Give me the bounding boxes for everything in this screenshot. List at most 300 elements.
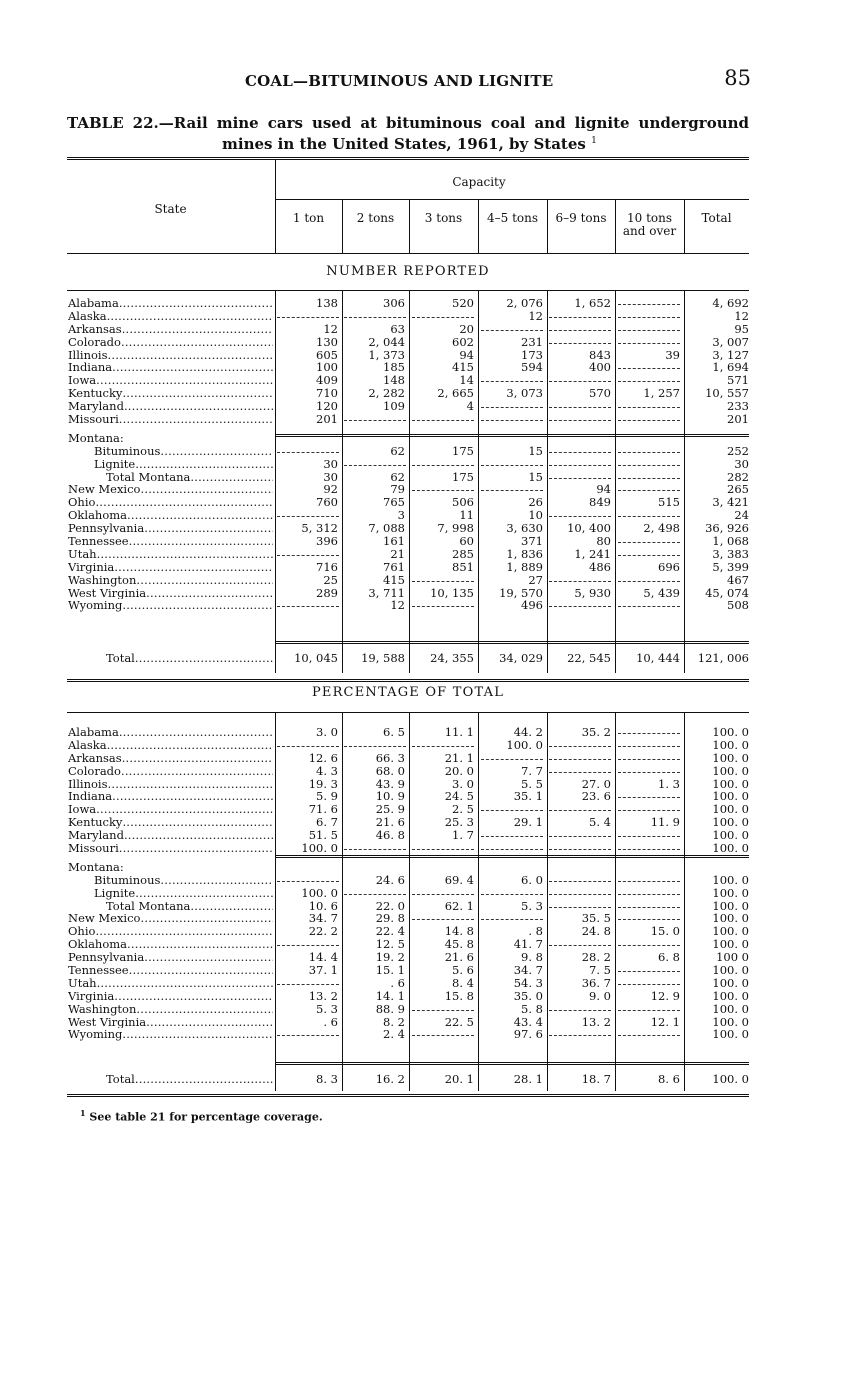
table-cell: 265 bbox=[727, 482, 749, 497]
total-value: 18. 7 bbox=[581, 1072, 611, 1086]
empty-cell-leader bbox=[618, 887, 680, 895]
state-label: Total Montana ..... bbox=[68, 900, 273, 913]
page-number: 85 bbox=[724, 66, 751, 90]
state-label: Lignite ..... bbox=[68, 887, 273, 900]
table-cell bbox=[617, 471, 680, 484]
table-cell: 10. 6 bbox=[308, 898, 338, 913]
table-cell bbox=[277, 739, 338, 752]
empty-cell-leader bbox=[481, 458, 543, 466]
table-cell: 100. 0 bbox=[712, 789, 749, 804]
table-cell: 761 bbox=[383, 559, 405, 574]
table-cell: 15. 0 bbox=[650, 924, 680, 939]
empty-cell-leader bbox=[412, 574, 474, 582]
total-value: 8. 6 bbox=[658, 1072, 680, 1086]
state-label: Total Montana ..... bbox=[68, 471, 273, 484]
table-cell: 100. 0 bbox=[506, 737, 543, 752]
table-cell: 594 bbox=[521, 360, 543, 375]
empty-cell-leader bbox=[549, 829, 611, 837]
table-cell: 173 bbox=[521, 347, 543, 362]
table-cell: 5. 3 bbox=[521, 898, 543, 913]
table-cell: 1, 257 bbox=[643, 386, 680, 401]
total-value: 10, 045 bbox=[294, 651, 338, 665]
footnote bbox=[80, 1108, 323, 1124]
empty-cell-leader bbox=[277, 739, 339, 747]
table-cell: 400 bbox=[589, 360, 611, 375]
table-cell: 710 bbox=[316, 386, 338, 401]
table-cell bbox=[480, 842, 543, 855]
empty-cell-leader bbox=[618, 413, 680, 421]
value-column-1-3 bbox=[480, 726, 543, 1041]
table-cell: 9. 8 bbox=[521, 950, 543, 965]
table-cell bbox=[617, 842, 680, 855]
table-cell bbox=[617, 548, 680, 561]
table-cell: 201 bbox=[727, 412, 749, 427]
table-cell: 22. 4 bbox=[375, 924, 405, 939]
header-capacity: Capacity bbox=[452, 175, 506, 189]
empty-cell-leader bbox=[549, 739, 611, 747]
table-cell: 12. 6 bbox=[308, 750, 338, 765]
empty-cell-leader bbox=[618, 752, 680, 760]
table-cell: 5, 439 bbox=[643, 585, 680, 600]
table-cell: 3, 421 bbox=[712, 495, 749, 510]
empty-cell-leader bbox=[618, 458, 680, 466]
table-cell: 10 bbox=[528, 508, 543, 523]
table-cell: 100. 0 bbox=[712, 1001, 749, 1016]
table-cell bbox=[549, 1003, 611, 1016]
table-cell: 14. 1 bbox=[375, 988, 405, 1003]
table-cell: 24. 6 bbox=[375, 872, 405, 887]
empty-cell-leader bbox=[412, 483, 474, 491]
table-cell: 12. 1 bbox=[650, 1014, 680, 1029]
table-cell: 100. 0 bbox=[712, 963, 749, 978]
table-cell bbox=[549, 458, 611, 471]
table-cell: 570 bbox=[589, 386, 611, 401]
state-label: Missouri ..... bbox=[68, 842, 273, 855]
total-value: 34, 029 bbox=[499, 651, 543, 665]
table-cell bbox=[549, 310, 611, 323]
empty-cell-leader bbox=[481, 803, 543, 811]
col-separator-2-6 bbox=[684, 712, 685, 1091]
table-cell: 3, 711 bbox=[368, 585, 405, 600]
table-cell: 10, 135 bbox=[430, 585, 474, 600]
table-cell bbox=[277, 599, 338, 612]
table-cell: 29. 1 bbox=[513, 815, 543, 830]
table-cell bbox=[344, 458, 405, 471]
table-cell: 1, 068 bbox=[712, 534, 749, 549]
col-separator-2-4 bbox=[547, 712, 548, 1091]
table-cell: 92 bbox=[323, 482, 338, 497]
table-cell: 100. 0 bbox=[712, 737, 749, 752]
empty-cell-leader bbox=[412, 310, 474, 318]
total-cell-1-6 bbox=[686, 1073, 749, 1086]
table-cell: 100 0 bbox=[716, 950, 749, 965]
table-cell: 13. 2 bbox=[581, 1014, 611, 1029]
state-label: Ohio ..... bbox=[68, 496, 273, 509]
empty-cell-leader bbox=[412, 887, 474, 895]
empty-cell-leader bbox=[618, 726, 680, 734]
table-cell bbox=[617, 336, 680, 349]
col-separator-1-2 bbox=[409, 290, 410, 673]
table-cell: 68. 0 bbox=[375, 763, 405, 778]
col-separator-0-6 bbox=[684, 199, 685, 253]
table-cell: 23. 6 bbox=[581, 789, 611, 804]
table-cell: 5. 5 bbox=[521, 776, 543, 791]
empty-cell-leader bbox=[549, 599, 611, 607]
col-separator-0-1 bbox=[342, 199, 343, 253]
table-cell: 2. 5 bbox=[452, 802, 474, 817]
state-label: Virginia ..... bbox=[68, 990, 273, 1003]
table-cell: 94 bbox=[459, 347, 474, 362]
total-cell-0-4 bbox=[549, 652, 611, 665]
state-label: Utah ..... bbox=[68, 977, 273, 990]
state-label: New Mexico ..... bbox=[68, 483, 273, 496]
table-cell: 5, 312 bbox=[301, 521, 338, 536]
table-cell: 371 bbox=[521, 534, 543, 549]
state-label: Washington ..... bbox=[68, 1003, 273, 1016]
table-cell bbox=[686, 432, 749, 445]
empty-cell-leader bbox=[549, 765, 611, 773]
table-cell: 571 bbox=[727, 373, 749, 388]
total-label-1 bbox=[68, 1073, 273, 1086]
table-cell bbox=[617, 977, 680, 990]
empty-cell-leader bbox=[481, 829, 543, 837]
col-separator-1-1 bbox=[342, 290, 343, 673]
table-cell: 282 bbox=[727, 469, 749, 484]
table-cell bbox=[617, 790, 680, 803]
table-cell: 233 bbox=[727, 399, 749, 414]
table-cell bbox=[411, 413, 474, 426]
table-cell: 62. 1 bbox=[444, 898, 474, 913]
table-cell: 19, 570 bbox=[499, 585, 543, 600]
empty-cell-leader bbox=[618, 599, 680, 607]
table-cell: 35. 0 bbox=[513, 988, 543, 1003]
total-cell-1-1 bbox=[344, 1073, 405, 1086]
table-cell: 27 bbox=[528, 572, 543, 587]
table-cell: 12 bbox=[734, 308, 749, 323]
table-cell: 12 bbox=[390, 598, 405, 613]
table-cell: 100. 0 bbox=[301, 885, 338, 900]
table-cell bbox=[617, 310, 680, 323]
table-cell: 7, 088 bbox=[368, 521, 405, 536]
table-cell: 100. 0 bbox=[712, 885, 749, 900]
state-label: Washington ..... bbox=[68, 574, 273, 587]
col-separator-1-4 bbox=[547, 290, 548, 673]
table-cell bbox=[277, 861, 338, 874]
table-cell: 100. 0 bbox=[712, 815, 749, 830]
table-cell bbox=[480, 458, 543, 471]
table-cell bbox=[617, 361, 680, 374]
col-separator-1-0 bbox=[275, 290, 276, 673]
state-label: Wyoming ..... bbox=[68, 1028, 273, 1041]
header-col-3: 4–5 tons bbox=[486, 211, 539, 225]
table-cell: 3, 127 bbox=[712, 347, 749, 362]
state-label: Iowa ..... bbox=[68, 803, 273, 816]
empty-cell-leader bbox=[277, 938, 339, 946]
group-rule-1-0 bbox=[275, 641, 749, 644]
state-label: Bituminous ..... bbox=[68, 445, 273, 458]
empty-cell-leader bbox=[549, 1028, 611, 1036]
table-cell: 63 bbox=[390, 321, 405, 336]
bottom-rule bbox=[67, 1094, 749, 1097]
empty-cell-leader bbox=[549, 874, 611, 882]
total-value: 10, 444 bbox=[636, 651, 680, 665]
table-cell bbox=[549, 445, 611, 458]
header-col-5: 10 tons and over bbox=[622, 211, 677, 238]
top-rule bbox=[67, 157, 749, 160]
table-cell: 37. 1 bbox=[308, 963, 338, 978]
table-cell: 26 bbox=[528, 495, 543, 510]
table-cell: 35. 1 bbox=[513, 789, 543, 804]
empty-cell-leader bbox=[481, 912, 543, 920]
empty-cell-leader bbox=[277, 310, 339, 318]
table-cell: 130 bbox=[316, 334, 338, 349]
table-cell bbox=[411, 1003, 474, 1016]
state-column-1 bbox=[68, 726, 273, 1041]
table-cell: 4. 3 bbox=[316, 763, 338, 778]
table-cell: 88. 9 bbox=[375, 1001, 405, 1016]
table-cell: 289 bbox=[316, 585, 338, 600]
section-divider-rule bbox=[67, 679, 749, 682]
table-cell: 6. 5 bbox=[383, 725, 405, 739]
table-cell bbox=[549, 861, 611, 874]
table-cell bbox=[617, 323, 680, 336]
empty-cell-leader bbox=[344, 842, 406, 850]
table-cell: 36, 926 bbox=[705, 521, 749, 536]
table-cell: 4 bbox=[466, 399, 474, 414]
state-label: Pennsylvania ..... bbox=[68, 951, 273, 964]
table-cell bbox=[549, 874, 611, 887]
empty-cell-leader bbox=[549, 509, 611, 517]
state-label: Alaska ..... bbox=[68, 310, 273, 323]
state-label: Tennessee ..... bbox=[68, 964, 273, 977]
table-cell: 306 bbox=[383, 296, 405, 310]
table-cell bbox=[549, 574, 611, 587]
table-cell: 20 bbox=[459, 321, 474, 336]
table-cell: 100. 0 bbox=[712, 988, 749, 1003]
table-cell bbox=[411, 842, 474, 855]
table-cell bbox=[617, 432, 680, 445]
table-cell: 100. 0 bbox=[712, 924, 749, 939]
table-cell: 100. 0 bbox=[712, 937, 749, 952]
table-cell: 100. 0 bbox=[712, 841, 749, 856]
table-cell: 30 bbox=[323, 456, 338, 471]
table-cell bbox=[549, 1028, 611, 1041]
empty-cell-leader bbox=[618, 803, 680, 811]
col-separator-2-0 bbox=[275, 712, 276, 1091]
table-cell bbox=[411, 599, 474, 612]
table-cell: . 6 bbox=[323, 1014, 338, 1029]
table-cell: 22. 5 bbox=[444, 1014, 474, 1029]
total-cell-0-3 bbox=[480, 652, 543, 665]
table-cell: 161 bbox=[383, 534, 405, 549]
table-cell: 35. 5 bbox=[581, 911, 611, 926]
table-cell bbox=[617, 458, 680, 471]
total-value: 100. 0 bbox=[712, 1072, 749, 1086]
section-1-rule bbox=[67, 290, 749, 291]
table-cell bbox=[617, 765, 680, 778]
table-cell: 19. 3 bbox=[308, 776, 338, 791]
table-cell bbox=[277, 548, 338, 561]
table-cell bbox=[617, 887, 680, 900]
empty-cell-leader bbox=[549, 752, 611, 760]
table-cell bbox=[277, 432, 338, 445]
table-cell: 66. 3 bbox=[375, 750, 405, 765]
col-separator-2-1 bbox=[342, 712, 343, 1091]
table-cell bbox=[617, 829, 680, 842]
table-cell: 1, 694 bbox=[712, 360, 749, 375]
table-cell bbox=[549, 829, 611, 842]
empty-cell-leader bbox=[344, 310, 406, 318]
empty-cell-leader bbox=[344, 887, 406, 895]
table-cell: 175 bbox=[452, 469, 474, 484]
col-separator-0-2 bbox=[409, 199, 410, 253]
table-cell: 396 bbox=[316, 534, 338, 549]
total-cell-0-5 bbox=[617, 652, 680, 665]
table-cell bbox=[344, 310, 405, 323]
footnote-marker: 1 bbox=[80, 1108, 86, 1118]
table-cell: 148 bbox=[383, 373, 405, 388]
table-cell: 29. 8 bbox=[375, 911, 405, 926]
table-cell: 24 bbox=[734, 508, 749, 523]
state-label: Indiana ..... bbox=[68, 361, 273, 374]
total-value: 20. 1 bbox=[444, 1072, 474, 1086]
table-cell: 231 bbox=[521, 334, 543, 349]
col-separator-1-5 bbox=[615, 290, 616, 673]
state-label: Alaska ..... bbox=[68, 739, 273, 752]
empty-cell-leader bbox=[618, 874, 680, 882]
empty-cell-leader bbox=[618, 535, 680, 543]
table-cell bbox=[549, 323, 611, 336]
table-cell: 1, 652 bbox=[574, 296, 611, 310]
state-label: Maryland ..... bbox=[68, 400, 273, 413]
table-cell: 13. 2 bbox=[308, 988, 338, 1003]
state-label: Bituminous ..... bbox=[68, 874, 273, 887]
table-cell: 10, 557 bbox=[705, 386, 749, 401]
table-cell: 5, 930 bbox=[574, 585, 611, 600]
section-title-percentage: PERCENTAGE OF TOTAL bbox=[311, 685, 505, 700]
table-cell bbox=[411, 310, 474, 323]
table-cell: 8. 4 bbox=[452, 975, 474, 990]
table-cell: 24. 5 bbox=[444, 789, 474, 804]
table-cell bbox=[480, 413, 543, 426]
section-title-number-reported: NUMBER REPORTED bbox=[326, 264, 490, 279]
table-cell: 45, 074 bbox=[705, 585, 749, 600]
table-cell bbox=[549, 752, 611, 765]
table-cell bbox=[617, 535, 680, 548]
empty-cell-leader bbox=[618, 400, 680, 408]
state-label: Illinois ..... bbox=[68, 349, 273, 362]
table-cell: 22. 2 bbox=[308, 924, 338, 939]
table-cell: 3. 0 bbox=[316, 725, 338, 739]
table-cell: 2. 4 bbox=[383, 1027, 405, 1042]
table-cell: 100 bbox=[316, 360, 338, 375]
table-cell: 25 bbox=[323, 572, 338, 587]
table-cell bbox=[617, 599, 680, 612]
empty-cell-leader bbox=[618, 336, 680, 344]
state-label: Arkansas ..... bbox=[68, 323, 273, 336]
table-cell: 100. 0 bbox=[712, 898, 749, 913]
table-cell bbox=[411, 861, 474, 874]
header-bottom-rule bbox=[67, 253, 749, 254]
table-cell: 1, 836 bbox=[506, 546, 543, 561]
table-cell: 15. 1 bbox=[375, 963, 405, 978]
total-value: 16. 2 bbox=[375, 1072, 405, 1086]
table-cell: 520 bbox=[452, 296, 474, 310]
table-cell: 10, 400 bbox=[567, 521, 611, 536]
value-column-0-4 bbox=[549, 297, 611, 612]
empty-cell-leader bbox=[277, 445, 339, 453]
total-cell-1-5 bbox=[617, 1073, 680, 1086]
table-cell: 95 bbox=[734, 321, 749, 336]
table-cell bbox=[411, 574, 474, 587]
table-cell: 11. 9 bbox=[650, 815, 680, 830]
table-cell bbox=[549, 739, 611, 752]
table-cell: 43. 4 bbox=[513, 1014, 543, 1029]
state-label: Ohio ..... bbox=[68, 925, 273, 938]
table-cell: 100. 0 bbox=[712, 725, 749, 739]
table-cell: 30 bbox=[734, 456, 749, 471]
table-cell bbox=[480, 861, 543, 874]
total-value: 22, 545 bbox=[567, 651, 611, 665]
empty-cell-leader bbox=[481, 413, 543, 421]
table-cell: 605 bbox=[316, 347, 338, 362]
value-column-1-4 bbox=[549, 726, 611, 1041]
table-cell: 409 bbox=[316, 373, 338, 388]
table-cell: 3, 007 bbox=[712, 334, 749, 349]
table-cell: 6. 8 bbox=[658, 950, 680, 965]
empty-cell-leader bbox=[618, 445, 680, 453]
table-cell bbox=[617, 900, 680, 913]
empty-cell-leader bbox=[618, 574, 680, 582]
table-cell: 716 bbox=[316, 559, 338, 574]
table-cell bbox=[344, 887, 405, 900]
state-label: Alabama ..... bbox=[68, 297, 273, 310]
empty-cell-leader bbox=[277, 1028, 339, 1036]
table-cell bbox=[480, 752, 543, 765]
table-cell bbox=[617, 964, 680, 977]
table-cell bbox=[411, 1028, 474, 1041]
table-cell bbox=[411, 432, 474, 445]
table-cell: 12. 5 bbox=[375, 937, 405, 952]
table-cell: 60 bbox=[459, 534, 474, 549]
state-label: Montana: bbox=[68, 860, 124, 874]
state-label: Missouri ..... bbox=[68, 413, 273, 426]
value-column-1-2 bbox=[411, 726, 474, 1041]
empty-cell-leader bbox=[618, 548, 680, 556]
table-cell: 415 bbox=[383, 572, 405, 587]
empty-cell-leader bbox=[618, 765, 680, 773]
table-cell: 11. 1 bbox=[444, 725, 474, 739]
table-cell: 506 bbox=[452, 495, 474, 510]
table-cell: 15 bbox=[528, 469, 543, 484]
empty-cell-leader bbox=[618, 361, 680, 369]
table-cell: 120 bbox=[316, 399, 338, 414]
table-cell: 21 bbox=[390, 546, 405, 561]
table-cell bbox=[344, 842, 405, 855]
state-label: Arkansas ..... bbox=[68, 752, 273, 765]
table-cell: 36. 7 bbox=[581, 975, 611, 990]
table-cell: 30 bbox=[323, 469, 338, 484]
empty-cell-leader bbox=[481, 842, 543, 850]
empty-cell-leader bbox=[549, 842, 611, 850]
table-cell bbox=[277, 310, 338, 323]
state-label: Lignite ..... bbox=[68, 458, 273, 471]
table-cell: 760 bbox=[316, 495, 338, 510]
table-cell bbox=[277, 445, 338, 458]
state-label: Kentucky ..... bbox=[68, 816, 273, 829]
table-cell: 486 bbox=[589, 559, 611, 574]
table-cell: . 8 bbox=[528, 924, 543, 939]
